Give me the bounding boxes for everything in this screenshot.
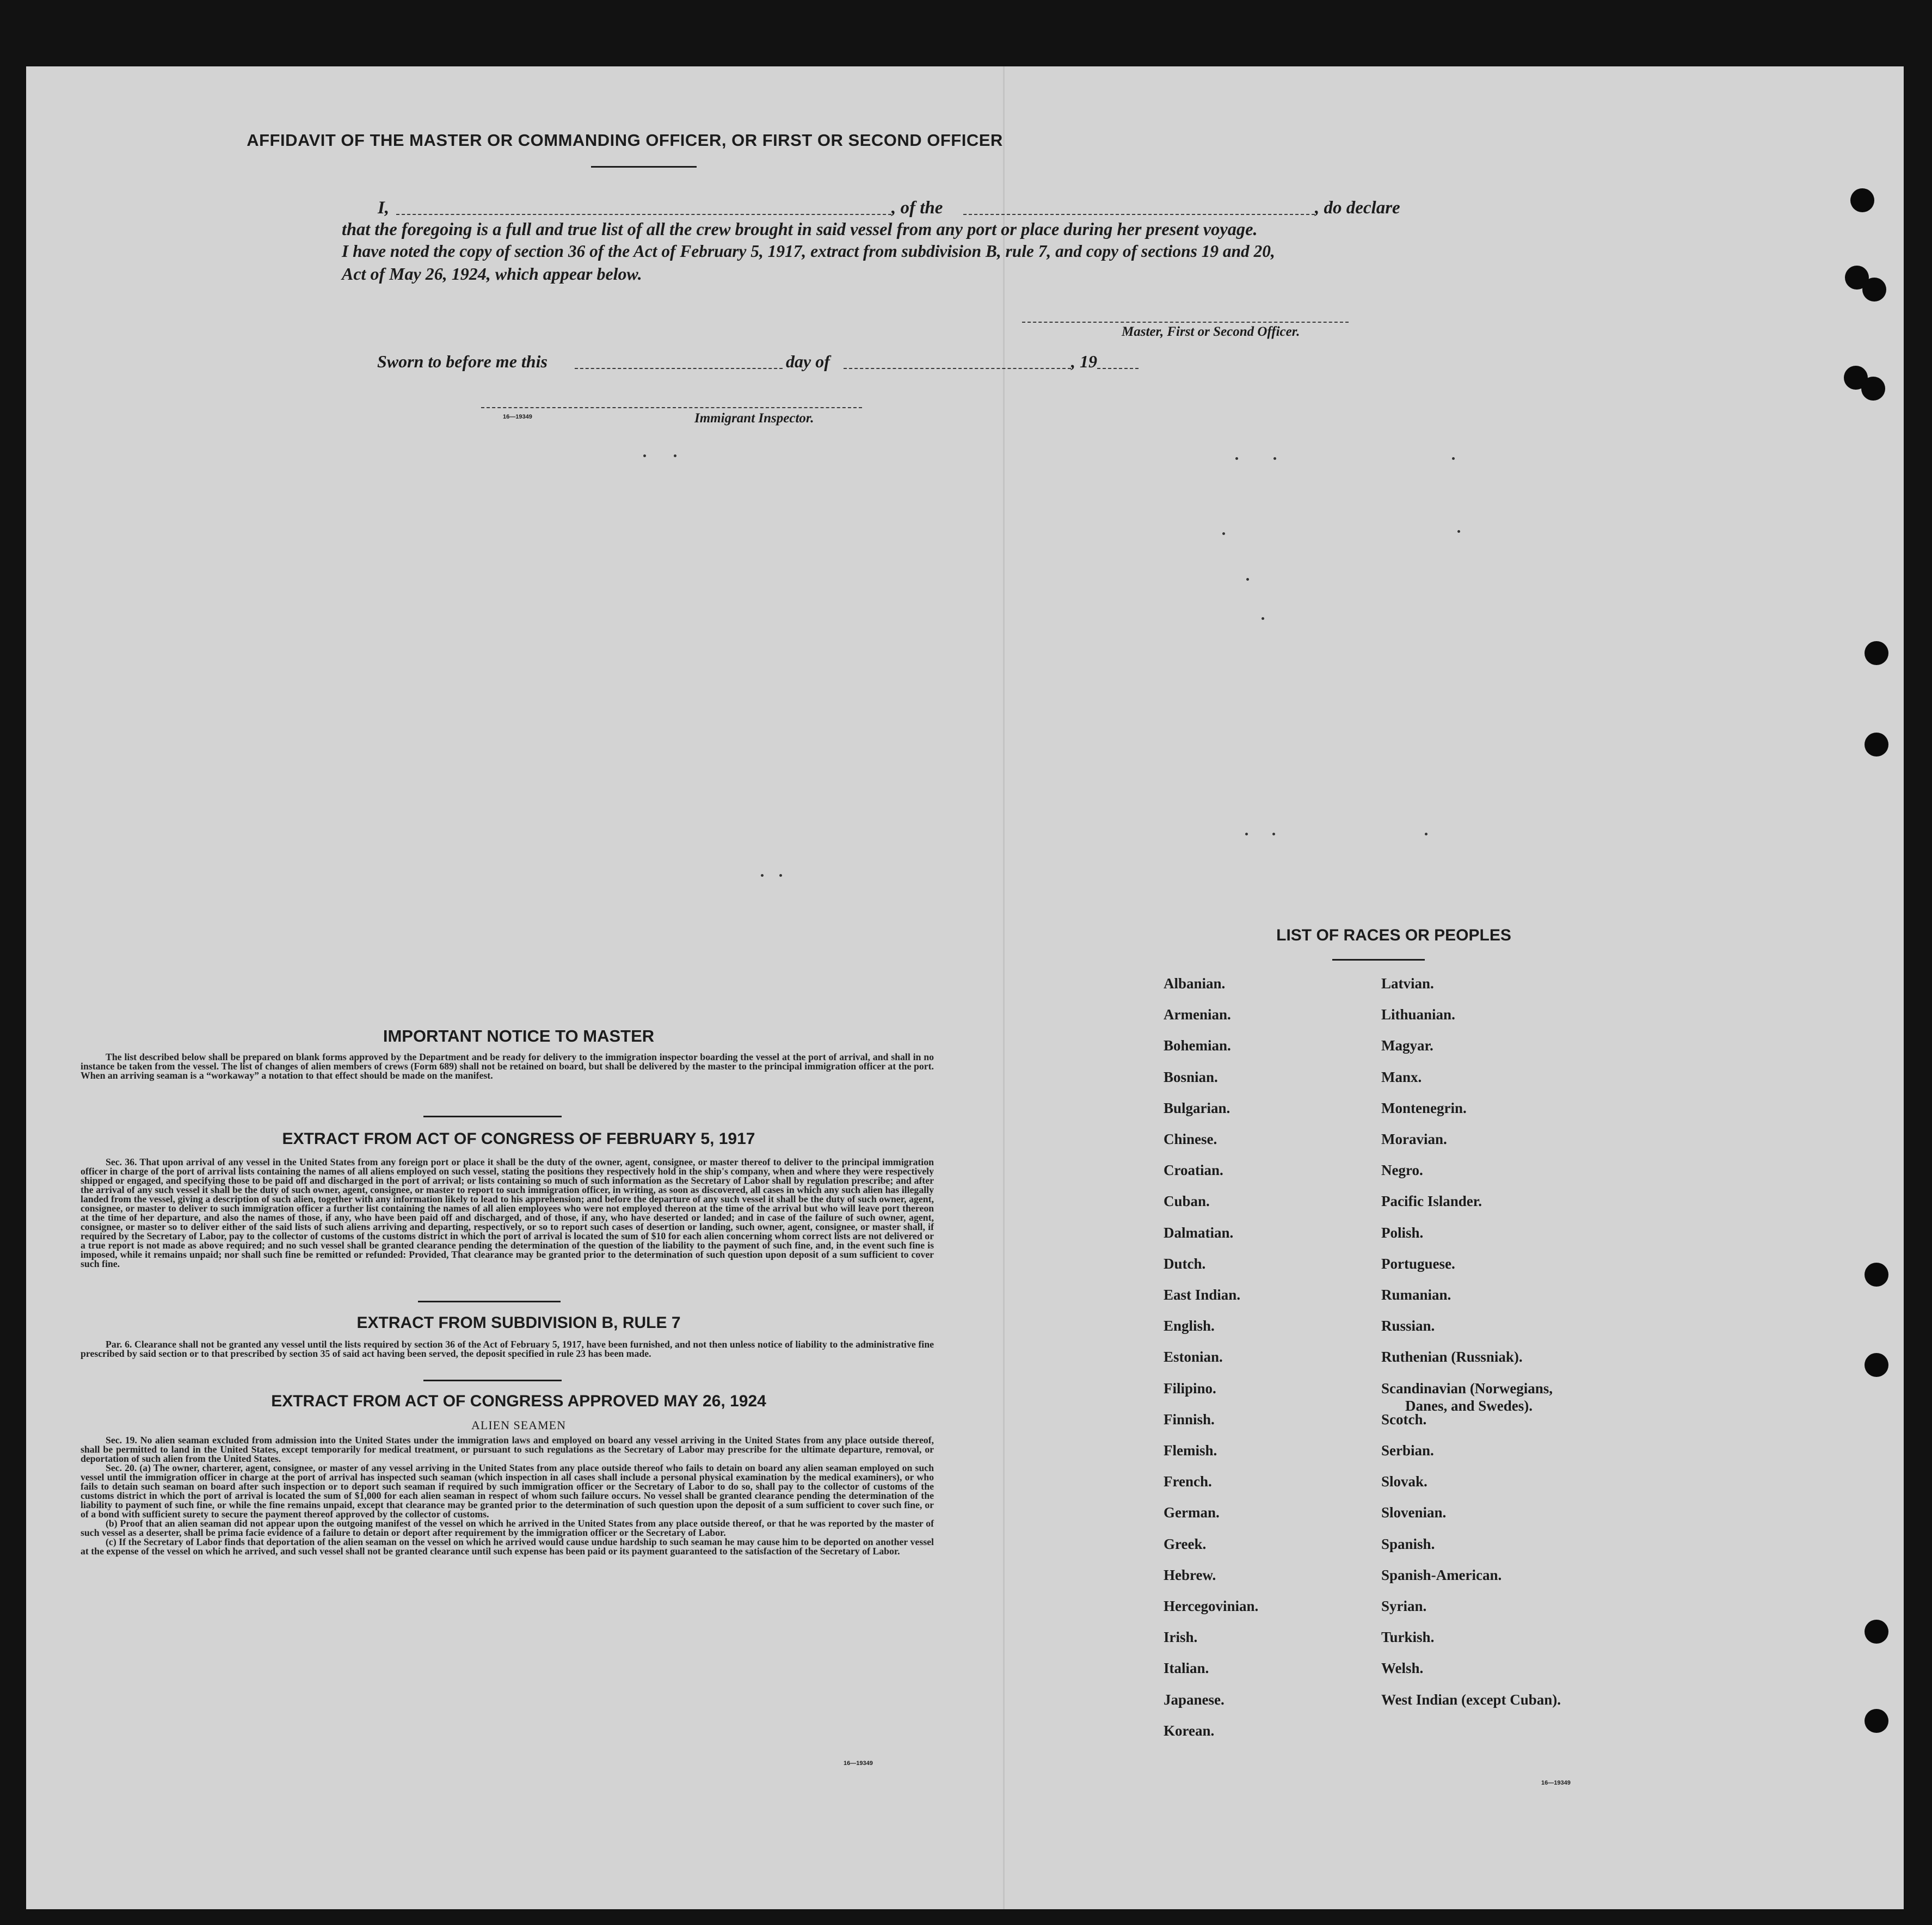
section-20b-paragraph: (b) Proof that an alien seaman did not appear upon the outgoing manifest of the vessel on which he arrived in the United States from any place outside thereof, or that he was reported by the master of such vessel as a deserter, shall be prima facie evidence of a failure to detain or deport after requirement by the immigration officer or the Secretary of Labor. [81,1518,934,1538]
race-item: East Indian. [1164,1287,1241,1303]
race-item: Spanish. [1381,1535,1435,1552]
extract-1924-title: EXTRACT FROM ACT OF CONGRESS APPROVED MAY 26, 1924 [271,1392,766,1410]
race-item: German. [1164,1504,1220,1521]
races-title-underline [1332,959,1425,961]
extract-1917-text [81,1158,934,1269]
form-sheet [26,66,1904,1909]
declaration-text-1: that the foregoing is a full and true list of all the crew brought in said vessel from any port or place during her present voyage. [342,220,1258,239]
binder-hole [1865,1709,1888,1733]
affidavit-title: AFFIDAVIT OF THE MASTER OR COMMANDING OFFICER, OR FIRST OR SECOND OFFICER [247,131,1003,150]
binder-hole [1865,641,1888,665]
rule7-paragraph: Par. 6. Clearance shall not be granted any vessel until the lists required by section 36 of the Act of February 5, 1917, have been furnished, and not then unless notice of liability to the administrative fine prescribed by said section or to that prescribed by section 35 of said act having been served, the deposit specified in rule 23 has been made. [81,1339,934,1359]
extract-rule7-title: EXTRACT FROM SUBDIVISION B, RULE 7 [356,1314,681,1332]
page-fold [1003,66,1005,1909]
race-item: Ruthenian (Russniak). [1381,1349,1523,1366]
binder-hole [1850,188,1874,212]
speck [761,874,764,877]
speck [1246,578,1249,581]
name-line [396,214,891,215]
extract-1924-text [81,1436,934,1556]
race-item: Filipino. [1164,1380,1216,1397]
speck [674,454,676,457]
inspector-signature-line [481,407,862,408]
race-item: Russian. [1381,1318,1435,1334]
form-number-left: 16—19349 [844,1760,873,1767]
sworn-year-line [1097,368,1139,369]
declaration-of-the: , of the [891,198,943,218]
race-item: Turkish. [1381,1629,1435,1646]
binder-hole [1865,1620,1888,1644]
race-item: Moravian. [1381,1131,1447,1147]
speck [1457,530,1460,533]
section-20c-paragraph: (c) If the Secretary of Labor finds that deportation of the alien seaman on the vessel on which he arrived would cause undue hardship to such seaman he may cause him to be deported on another vessel at the expense of the vessel on which he arrived, and such vessel shall not be granted clearance until such expense has been paid or its payment guaranteed to the satisfaction of the Secretary of Labor. [81,1536,934,1557]
sworn-day-line [575,368,783,369]
officer-signature-line [1022,322,1349,323]
title-underline [591,166,697,168]
officer-signature-label: Master, First or Second Officer. [1122,324,1300,339]
notice-paragraph: The list described below shall be prepared on blank forms approved by the Department and be ready for delivery to the immigration inspector boarding the vessel at the port of arrival, and shall in no instance be taken from the vessel. The list of changes of alien members of crews (Form 689) shall not be retained on board, but shall be delivered by the master to the principal immigration officer at the port. When an arriving seaman is a “workaway” a notation to that effect should be made on the manifest. [81,1051,934,1081]
race-item: Scotch. [1381,1411,1427,1428]
binder-hole [1861,377,1885,401]
race-item: Manx. [1381,1068,1422,1085]
speck [1273,457,1276,460]
race-item: Latvian. [1381,975,1434,992]
race-item: Syrian. [1381,1598,1427,1614]
race-item: Polish. [1381,1224,1424,1241]
binder-hole [1865,1353,1888,1377]
day-of-label: day of [786,352,830,371]
race-item: Chinese. [1164,1131,1217,1147]
vessel-line [963,214,1315,215]
notice-title: IMPORTANT NOTICE TO MASTER [383,1026,655,1045]
section-36-paragraph: Sec. 36. That upon arrival of any vessel in the United States from any foreign port or place it shall be the duty of the owner, agent, consignee, or master thereof to deliver to the principal immigration officer in charge of the port of arrival lists containing the names of all aliens employed on such vessel, stating the positions they respectively hold in the ship's company, when and where they were respectively shipped or engaged, and specifying those to be paid off and discharged in the port of arrival; or lists containing so much of such information as the Secretary of Labor shall by regulation prescribe; and after the arrival of any such vessel it shall be the duty of such owner, agent, consignee, or master to report to such immigration officer, in writing, as soon as discovered, all cases in which any such alien has illegally landed from the vessel, giving a description of such alien, together with any information likely to lead to his apprehension; and before the departure of any such vessel it shall be the duty of such owner, agent, consignee, or master to deliver to such immigration officer a further list containing the names of all alien employees who were not employed thereon at the time of the arrival but who will leave port thereon at the time of her departure, and also the names of those, if any, who have been paid off and discharged, and of those, if any, who have deserted or landed; and in case of the failure of such owner, agent, consignee, or master so to deliver either of the said lists of such aliens arriving and departing, respectively, or so to report such cases of desertion or landing, such owner, agent, consignee, or master shall, if required by the Secretary of Labor, pay to the collector of customs of the customs district in which the port of arrival is located the sum of $10 for each alien concerning whom correct lists are not delivered or a true report is not made as above required; and no such vessel shall be granted clearance pending the determination of the question of the liability to the payment of such fine, and, in the event such fine is imposed, while it remains unpaid; nor shall such fine be remitted or refunded: Provided, That clearance may be granted prior to the determination of such question upon deposit of a sum sufficient to cover such fine. [81,1157,934,1269]
binder-hole [1865,1263,1888,1287]
race-item: Korean. [1164,1722,1215,1739]
race-item: Hercegovinian. [1164,1598,1259,1614]
declaration-text-3: Act of May 26, 1924, which appear below. [342,264,642,284]
sworn-month-line [844,368,1071,369]
extract-rule7-text [81,1340,934,1358]
races-title: LIST OF RACES OR PEOPLES [1276,926,1511,944]
binder-hole [1862,278,1886,302]
race-item: Finnish. [1164,1411,1215,1428]
form-number-right: 16—19349 [1541,1780,1571,1786]
race-item: Scandinavian (Norwegians, [1381,1380,1553,1397]
race-item: Estonian. [1164,1349,1223,1366]
race-item: Dutch. [1164,1255,1206,1272]
race-item: Magyar. [1381,1037,1433,1054]
speck [779,874,782,877]
race-item: Lithuanian. [1381,1006,1455,1023]
declaration-text-2: I have noted the copy of section 36 of the Act of February 5, 1917, extract from subdivision B, rule 7, and copy of sections 19 and 20, [342,242,1275,261]
year-label: , 19 [1071,352,1097,371]
race-item: Albanian. [1164,975,1226,992]
race-item: Montenegrin. [1381,1099,1467,1116]
notice-divider [423,1116,562,1117]
race-item: Flemish. [1164,1442,1217,1459]
section-20a-paragraph: Sec. 20. (a) The owner, charterer, agent, consignee, or master of any vessel arriving in the United States from any place outside thereof who fails to detain on board any alien seaman employed on such vessel until the immigration officer in charge at the port of arrival has inspected such seaman (which inspection in all cases shall include a personal physical examination by the medical examiners), or who fails to detain such seaman on board after such inspection or to deport such seaman if required by such immigration officer or the Secretary of Labor to do so, shall pay to the collector of customs of the customs district in which the port of arrival is located the sum of $1,000 for each alien seaman in respect of whom such failure occurs. No vessel shall be granted clearance pending the determination of the liability to payment of such fine, or while the fine remains unpaid, except that clearance may be granted prior to the determination of such question upon the deposit of a sum sufficient to cover such fine, or of a bond with sufficient surety to secure the payment thereof approved by the collector of customs. [81,1462,934,1520]
extract-1917-divider [418,1301,561,1302]
extract-1917-title: EXTRACT FROM ACT OF CONGRESS OF FEBRUARY 5, 1917 [282,1130,755,1148]
race-item: English. [1164,1318,1215,1334]
binder-hole [1865,733,1888,757]
race-item: Armenian. [1164,1006,1231,1023]
speck [1262,617,1264,620]
race-item: Slovenian. [1381,1504,1447,1521]
race-item: Negro. [1381,1162,1423,1179]
race-item: Japanese. [1164,1691,1225,1708]
alien-seamen-subtitle: ALIEN SEAMEN [471,1418,566,1432]
race-item: Bosnian. [1164,1068,1218,1085]
race-item: Rumanian. [1381,1287,1451,1303]
sworn-label: Sworn to before me this [377,352,547,371]
race-item: Pacific Islander. [1381,1193,1482,1210]
race-item: West Indian (except Cuban). [1381,1691,1561,1708]
race-item: Bulgarian. [1164,1099,1230,1116]
race-item: Greek. [1164,1535,1207,1552]
race-item: Portuguese. [1381,1255,1455,1272]
declaration-do-declare: , do declare [1315,198,1400,218]
race-item: Danes, and Swedes). [1405,1397,1533,1414]
race-item: Irish. [1164,1629,1198,1646]
inspector-label: Immigrant Inspector. [694,411,814,426]
form-number-top: 16—19349 [503,414,532,420]
extract-rule7-divider [423,1380,562,1381]
race-item: Dalmatian. [1164,1224,1234,1241]
speck [1222,532,1225,535]
speck [1235,457,1238,460]
race-item: Serbian. [1381,1442,1434,1459]
declaration-i: I, [378,198,390,218]
speck [1425,833,1428,835]
notice-text [81,1053,934,1080]
race-item: Bohemian. [1164,1037,1231,1054]
race-item: Slovak. [1381,1473,1428,1490]
race-item: Welsh. [1381,1660,1424,1677]
speck [1272,833,1275,835]
speck [1452,457,1455,460]
section-19-paragraph: Sec. 19. No alien seaman excluded from admission into the United States under the immigration laws and employed on board any vessel arriving in the United States from any place outside thereof, shall be permitted to land in the United States, except temporarily for medical treatment, or pursuant to such regulations as the Secretary of Labor may prescribe for the ultimate departure, removal, or deportation of such alien from the United States. [81,1435,934,1464]
race-item: French. [1164,1473,1212,1490]
race-item: Cuban. [1164,1193,1210,1210]
speck [1245,833,1248,835]
race-item: Spanish-American. [1381,1566,1502,1583]
speck [643,454,646,457]
race-item: Italian. [1164,1660,1209,1677]
race-item: Croatian. [1164,1162,1223,1179]
race-item: Hebrew. [1164,1566,1216,1583]
